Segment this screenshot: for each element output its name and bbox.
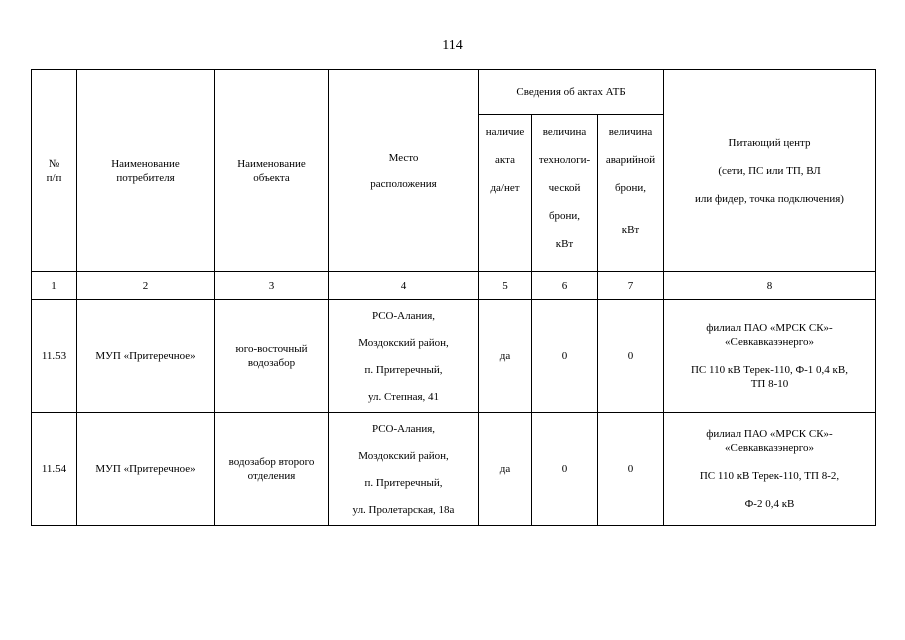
row-emergency-reserve: 0 [598,300,664,413]
row-location: РСО-Алания, Моздокский район, п. Притеречный, ул. Степная, 41 [329,300,479,413]
column-number: 3 [215,272,329,300]
row-act: да [479,300,532,413]
row-tech-reserve: 0 [532,300,598,413]
header-col-tech-reserve: величина технологи- ческой брони, кВт [532,115,598,272]
table-row [32,300,876,413]
row-tech-reserve: 0 [532,413,598,526]
column-number: 2 [77,272,215,300]
header-col-emergency-reserve: величина аварийной брони, кВт [598,115,664,272]
header-col-number: № п/п [32,70,77,272]
row-object: юго-восточный водозабор [215,300,329,413]
row-consumer: МУП «Притеречное» [77,300,215,413]
column-number: 4 [329,272,479,300]
column-number: 1 [32,272,77,300]
header-col-location: Место расположения [329,70,479,272]
header-col-consumer: Наименование потребителя [77,70,215,272]
column-number-row [32,272,876,300]
row-act: да [479,413,532,526]
page-number: 114 [442,38,463,53]
row-number: 11.53 [32,300,77,413]
column-number: 6 [532,272,598,300]
row-object: водозабор второго отделения [215,413,329,526]
row-power-center: филиал ПАО «МРСК СК»- «Севкавказэнерго» ПС 110 кВ Терек-110, Ф-1 0,4 кВ, ТП 8-10 [664,300,876,413]
header-col-object: Наименование объекта [215,70,329,272]
column-number: 8 [664,272,876,300]
column-number: 7 [598,272,664,300]
row-power-center: филиал ПАО «МРСК СК»- «Севкавказэнерго» ПС 110 кВ Терек-110, ТП 8-2, Ф-2 0,4 кВ [664,413,876,526]
row-number: 11.54 [32,413,77,526]
atb-table [31,69,876,526]
column-number: 5 [479,272,532,300]
row-consumer: МУП «Притеречное» [77,413,215,526]
header-col-power-center: Питающий центр (сети, ПС или ТП, ВЛ или фидер, точка подключения) [664,70,876,272]
row-location: РСО-Алания, Моздокский район, п. Притеречный, ул. Пролетарская, 18а [329,413,479,526]
header-col-act: наличие акта да/нет [479,115,532,272]
table-row [32,413,876,526]
header-row-top [32,70,876,115]
row-emergency-reserve: 0 [598,413,664,526]
header-atb-group: Сведения об актах АТБ [479,70,664,115]
